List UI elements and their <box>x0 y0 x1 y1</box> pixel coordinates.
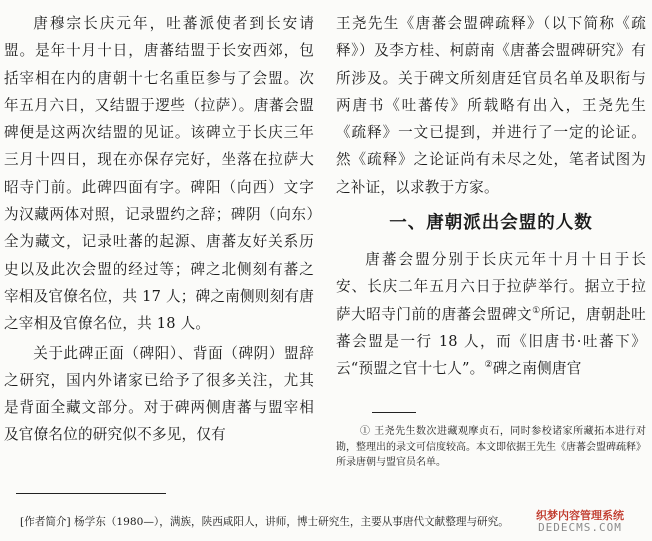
right-column <box>336 10 646 383</box>
watermark-url: DEDECMS.COM <box>538 521 622 534</box>
body-paragraph <box>336 246 646 382</box>
footnote-divider <box>372 412 416 413</box>
body-paragraph: 唐穆宗长庆元年，吐蕃派使者到长安请盟。是年十月十日，唐蕃结盟于长安西郊，包括宰相在内的唐朝十七名重臣参与了会盟。次年五月六日，又结盟于逻些（拉萨）。唐蕃会盟碑便是这两次结盟的见证。该碑立于长庆三年三月十四日，现在亦保存完好，坐落在拉萨大昭寺门前。此碑四面有字。碑阳（向西）文字为汉藏两体对照，记录盟约之辞；碑阴（向东）全为藏文，记录吐蕃的起源、唐蕃友好关系历史以及此次会盟的经过等；碑之北侧刻有蕃之宰相及官僚名位，共 17 人；碑之南侧则刻有唐之宰相及官僚名位，共 18 人。 <box>4 15 314 333</box>
footnote-marker[interactable]: ① <box>532 305 541 316</box>
footnote-marker[interactable]: ② <box>484 360 493 371</box>
paragraph-text: 唐蕃会盟分别于长庆元年十月十日于长安、长庆二年五月六日于拉萨举行。据立于拉萨大昭寺门前的唐蕃会盟碑文 <box>336 251 646 323</box>
body-paragraph: 关于此碑正面（碑阳）、背面（碑阴）盟辞之研究，国内外诸家已给予了很多关注，尤其是背面全藏文部分。对于碑两侧唐蕃与盟宰相及官僚名位的研究似不多见，仅有 <box>4 344 314 444</box>
watermark-logo <box>514 510 646 540</box>
author-note-divider <box>16 493 166 494</box>
left-column <box>4 10 314 449</box>
author-note: [作者简介] 杨学东（1980—），满族，陕西咸阳人，讲师，博士研究生，主要从事唐代文献整理与研究。 <box>20 516 509 528</box>
section-heading: 一、唐朝派出会盟的人数 <box>389 213 593 234</box>
body-paragraph: 王尧先生《唐蕃会盟碑疏释》（以下简称《疏释》）及李方桂、柯蔚南《唐蕃会盟碑研究》有所涉及。关于碑文所刻唐廷官员名单及职衔与两唐书《吐蕃传》所载略有出入，王尧先生《疏释》一文已提到，并进行了一定的论证。然《疏释》之论证尚有未尽之处，笔者试图为之补证，以求教于方家。 <box>336 15 646 196</box>
paragraph-text: 所记，唐朝赴吐蕃会盟是一行 18 人，而《旧唐书·吐蕃下》云“预盟之官十七人”。 <box>336 305 646 378</box>
footnote: ① 王尧先生数次进藏观摩贞石，同时参校诸家所藏拓本进行对勘，整理出的录文可信度较高。本文即依据王先生《唐蕃会盟碑疏释》所录唐朝与盟官员名单。 <box>336 426 646 468</box>
paragraph-text: 碑之南侧唐官 <box>492 360 582 378</box>
watermark-title: 织梦内容管理系统 <box>536 509 624 522</box>
